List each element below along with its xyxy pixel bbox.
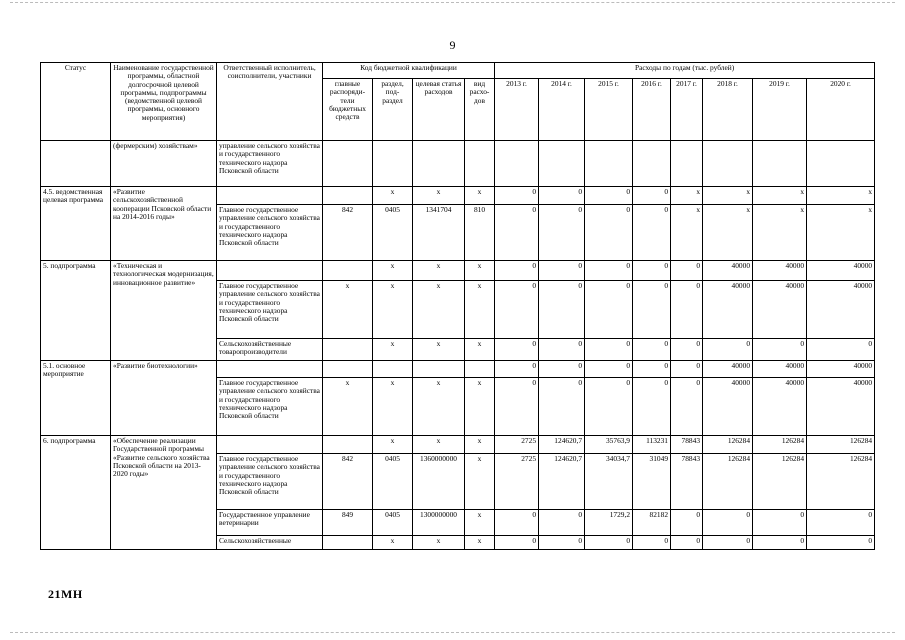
table-row: Главное государственное управление сельского хозяйства и государственного технического надзора Псковской области x x x x 0 0 0 0 0 40000 40000 40000	[41, 378, 875, 436]
header-expenses: Расходы по годам (тыс. рублей)	[495, 63, 875, 79]
executor-cell: Главное государственное управление сельского хозяйства и государственного технического надзора Псковской области	[217, 454, 323, 510]
executor-cell: Государственное управление ветеринарии	[217, 510, 323, 536]
header-type: вид расхо- дов	[465, 79, 495, 141]
header-name: Наименование государственной программы, областной долгосрочной целевой программы, подпрограммы (ведомственной целевой программы, основного мероприятия)	[111, 63, 217, 141]
executor-cell: Сельскохозяйственные	[217, 536, 323, 550]
executor-cell: Главное государственное управление сельского хозяйства и государственного технического надзора Псковской области	[217, 205, 323, 261]
table-row: Главное государственное управление сельского хозяйства и государственного технического надзора Псковской области x x x x 0 0 0 0 0 40000 40000 40000	[41, 281, 875, 339]
header-year: 2019 г.	[753, 79, 807, 141]
table-row: Главное государственное управление сельского хозяйства и государственного технического надзора Псковской области 842 0405 1360000000 x 2725 124620,7 34034,7 31049 78843 126284 126284 126284	[41, 454, 875, 510]
table-row: Главное государственное управление сельского хозяйства и государственного технического надзора Псковской области 842 0405 1341704 810 0 0 0 0 x x x x	[41, 205, 875, 261]
header-year: 2017 г.	[671, 79, 703, 141]
executor-cell: Главное государственное управление сельского хозяйства и государственного технического надзора Псковской области	[217, 378, 323, 436]
status-cell: 5.1. основное мероприятие	[41, 361, 111, 436]
executor-cell	[217, 436, 323, 454]
table-row: 4.5. ведомственная целевая программа «Развитие сельскохозяйственной кооперации Псковской области на 2014-2016 годы» x x x 0 0 0 0 x x x x	[41, 187, 875, 205]
header-grbs: главные распоряди- тели бюджетных средств	[323, 79, 373, 141]
header-year: 2016 г.	[633, 79, 671, 141]
scan-top-edge	[10, 2, 895, 3]
table-row: 6. подпрограмма «Обеспечение реализации Государственной программы «Развитие сельского хозяйства Псковской области на 2013-2020 годы» x x x 2725 124620,7 35763,9 113231 78843 126284 126284 126284	[41, 436, 875, 454]
table-row: 5. подпрограмма «Техническая и технологическая модернизация, инновационное развитие» x x x 0 0 0 0 0 40000 40000 40000	[41, 261, 875, 281]
header-year: 2015 г.	[585, 79, 633, 141]
header-executor: Ответственный исполнитель, соисполнители, участники	[217, 63, 323, 141]
name-cell: «Развитие биотехнологии»	[111, 361, 217, 436]
scan-bottom-edge	[10, 632, 895, 633]
table-row: Сельскохозяйственные x x x 0 0 0 0 0 0 0 0	[41, 536, 875, 550]
header-year: 2013 г.	[495, 79, 539, 141]
executor-cell	[217, 261, 323, 281]
budget-table	[40, 62, 875, 550]
name-cell: «Обеспечение реализации Государственной программы «Развитие сельского хозяйства Псковской области на 2013-2020 годы»	[111, 436, 217, 550]
header-status: Статус	[41, 63, 111, 141]
table-row	[41, 141, 875, 187]
executor-cell	[217, 361, 323, 378]
status-cell: 5. подпрограмма	[41, 261, 111, 361]
executor-cell	[217, 187, 323, 205]
header-target: целевая статья расходов	[413, 79, 465, 141]
status-cell: 6. подпрограмма	[41, 436, 111, 550]
table-row: 5.1. основное мероприятие «Развитие биотехнологии» 0 0 0 0 0 40000 40000 40000	[41, 361, 875, 378]
executor-cell: Сельскохозяйственные товаропроизводители	[217, 339, 323, 361]
executor-cell: Главное государственное управление сельского хозяйства и государственного технического надзора Псковской области	[217, 281, 323, 339]
status-cell	[41, 141, 111, 187]
name-cell: «Развитие сельскохозяйственной кооперации Псковской области на 2014-2016 годы»	[111, 187, 217, 261]
header-budget-code: Код бюджетной квалификации	[323, 63, 495, 79]
header-year: 2018 г.	[703, 79, 753, 141]
footer-code: 21МН	[48, 587, 83, 601]
table-row: Государственное управление ветеринарии 849 0405 1300000000 x 0 0 1729,2 82182 0 0 0 0	[41, 510, 875, 536]
header-year: 2020 г.	[807, 79, 875, 141]
name-cell: «Техническая и технологическая модернизация, инновационное развитие»	[111, 261, 217, 361]
table-row: Сельскохозяйственные товаропроизводители x x x 0 0 0 0 0 0 0 0	[41, 339, 875, 361]
name-cell: (фермерским) хозяйствам»	[111, 141, 217, 187]
status-cell: 4.5. ведомственная целевая программа	[41, 187, 111, 261]
header-year: 2014 г.	[539, 79, 585, 141]
header-section: раздел, под- раздел	[373, 79, 413, 141]
page-number: 9	[449, 38, 456, 52]
executor-cell: управление сельского хозяйства и государственного технического надзора Псковской области	[217, 141, 323, 187]
